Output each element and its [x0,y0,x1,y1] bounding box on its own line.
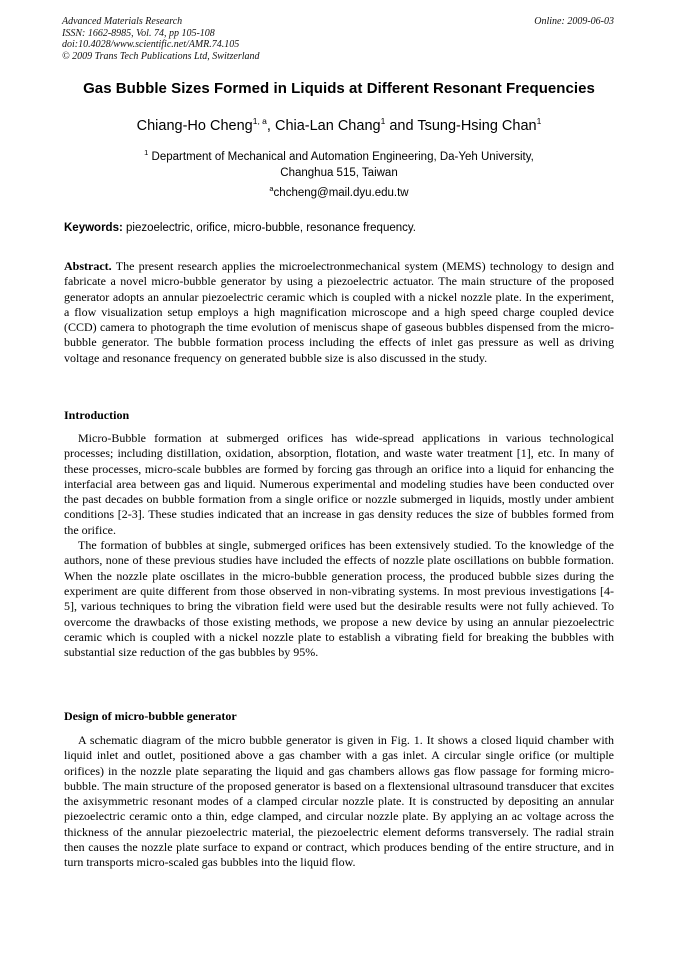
affiliation-line-1: Department of Mechanical and Automation Engineering, Da-Yeh University, [151,151,534,163]
paper-title: Gas Bubble Sizes Formed in Liquids at Different Resonant Frequencies [83,80,595,97]
affiliation-mark: 1 [144,148,149,157]
author-3-name: Tsung-Hsing Chan [417,118,537,134]
affiliation-line-2: Changhua 515, Taiwan [280,166,398,179]
author-list: Chiang-Ho Cheng$^{1, a}$, Chia-Lan Chang$^1$ and Tsung-Hsing Chan$^1$ [136,116,542,134]
keywords-label: Keywords: [64,222,123,234]
online-date: Online: 2009-06-03 [534,16,614,27]
section-heading-introduction: Introduction [64,408,130,422]
journal-header [62,16,260,62]
introduction-paragraph-1: Micro-Bubble formation at submerged orifices has wide-spread applications in various technological processes; including distillation, oxidation, absorption, flotation, and waste water treatment [1], etc. In many of these processes, micro-scale bubbles are formed by forcing gas through an orifice into a liquid for enhancing the interfacial area between gas and liquid. Numerous experimental and modeling studies have been conducted over the past decades on bubble formation from a single orifice or nozzle submerged in liquids, mostly under ambient conditions [2-3]. These studies indicated that an increase in gas density reduces the size of bubbles formed from the orifice. [64,431,614,537]
email-mark: a [269,184,274,193]
design-body [64,733,614,871]
doi-line: doi:10.4028/www.scientific.net/AMR.74.105 [62,39,240,50]
keywords-text: piezoelectric, orifice, micro-bubble, resonance frequency. [126,222,416,234]
design-paragraph-1: A schematic diagram of the micro bubble generator is given in Fig. 1. It shows a closed liquid chamber with liquid inlet and outlet, positioned above a gas chamber with a gas inlet. A circular single orifice (or multiple orifices) in the nozzle plate separating the liquid and gas chambers allows gas flow passage for forming micro-bubble. The main structure of the proposed generator is based on a flextensional ultrasound transducer that excites the axisymmetric resonant modes of a clamped circular nozzle plate. It is constructed by depositing an annular piezoelectric ceramic onto a thin, edge clamped, and circular nozzle plate. By applying an ac voltage across the thickness of the annular piezoelectric material, the piezoelectric element deforms transversely. The radial strain then causes the nozzle plate surface to expand or contract, which produces bending of the entire structure, and in turn transports micro-scaled gas bubbles into the liquid flow. [64,733,614,870]
issn-line: ISSN: 1662-8985, Vol. 74, pp 105-108 [62,27,215,39]
keywords [64,222,624,234]
author-2-affil: 1 [380,116,386,126]
abstract [64,259,614,366]
author-1-affil: 1, a [252,116,267,126]
affiliation [100,150,578,181]
abstract-label: Abstract. [64,259,112,273]
author-conjunction: and [385,118,418,134]
copyright-line: © 2009 Trans Tech Publications Ltd, Switzerland [62,50,260,62]
author-email [40,184,638,199]
author-1-name: Chiang-Ho Cheng [136,118,253,134]
email-address: chcheng@mail.dyu.edu.tw [273,187,409,199]
author-2-name: Chia-Lan Chang [274,118,381,134]
author-3-affil: 1 [536,116,542,126]
introduction-paragraph-2: The formation of bubbles at single, submerged orifices has been extensively studied. To the knowledge of the authors, none of these previous studies have included the effects of nozzle plate oscillations on bubble formation. When the nozzle plate oscillates in the micro-bubble generation process, the produced bubble sizes during the experiment are quite different from those observed in non-vibrating systems. In most previous investigations [4-5], various techniques to bring the vibration field were used but the desirable results were not fully achieved. To overcome the drawbacks of those existing methods, we propose a new device by using an annular piezoelectric ceramic which is coupled with a nickel nozzle plate to establish a vibrating field for breaking the bubbles with substantial size reduction of the gas bubbles by 95%. [64,538,614,660]
journal-name: Advanced Materials Research [62,16,183,27]
section-heading-design: Design of micro-bubble generator [64,709,237,723]
abstract-text: The present research applies the microelectronmechanical system (MEMS) technology to design and fabricate a novel micro-bubble generator by using a piezoelectric actuator. The main structure of the proposed generator adopts an annular piezoelectric ceramic which is coupled with a nickel nozzle plate. In the experiment, a flow visualization setup employs a high magnification microscope and a high speed charge coupled device (CCD) camera to photograph the time evolution of meniscus shape of gaseous bubbles dispensed from the micro-bubble generator. The bubble formation process including the effects of inlet gas pressure as well as driving voltage and resonance frequency on generated bubble size is also discussed in the study. [64,259,614,365]
introduction-body [64,431,614,660]
